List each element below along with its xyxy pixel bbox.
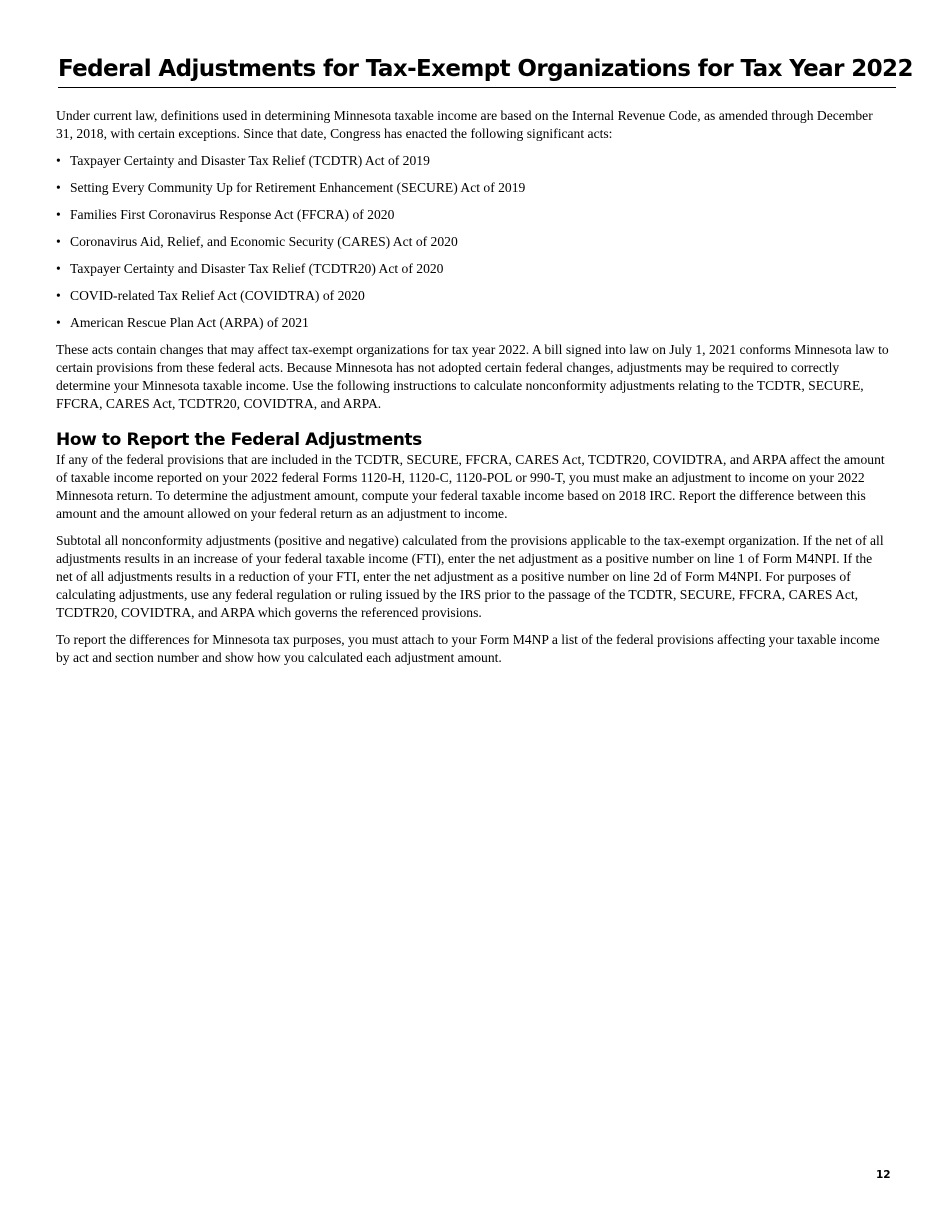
section-paragraph-report: If any of the federal provisions that are included in the TCDTR, SECURE, FFCRA, CARES Act, TCDTR20, COVIDTRA, and ARPA affect the amount of taxable income reported on your 2022 federal Forms 1120-H, 1120-C, 1120-POL or 990-T, you must make an adjustment to income on your 2022 Minnesota return. To determine the adjustment amount, compute your federal taxable income based on 2018 IRC. Report the difference between this amount and the amount allowed on your federal return as an adjustment to income. xyxy=(56,452,885,521)
act-item-label: American Rescue Plan Act (ARPA) of 2021 xyxy=(70,315,309,330)
section-paragraph-subtotal: Subtotal all nonconformity adjustments (positive and negative) calculated from the provisions applicable to the tax-exempt organization. If the net of all adjustments results in an increase of your federal taxable income (FTI), enter the net adjustment as a positive number on line 1 of Form M4NPI. If the net of all adjustments results in a reduction of your FTI, enter the net adjustment as a positive number on line 2d of Form M4NPI. For purposes of calculating adjustments, use any federal regulation or ruling issued by the IRS prior to the passage of the TCDTR, SECURE, FFCRA, CARES Act, TCDTR20, COVIDTRA, and ARPA which governs the referenced provisions. xyxy=(56,533,884,620)
act-item-label: Setting Every Community Up for Retirement Enhancement (SECURE) Act of 2019 xyxy=(70,180,526,195)
bullet-icon: • xyxy=(56,153,61,168)
act-item-label: Taxpayer Certainty and Disaster Tax Relief (TCDTR) Act of 2019 xyxy=(70,153,430,168)
bullet-icon: • xyxy=(56,180,61,195)
bullet-icon: • xyxy=(56,288,61,303)
list-item xyxy=(56,179,892,197)
list-item xyxy=(56,287,892,305)
bullet-icon: • xyxy=(56,261,61,276)
section-heading: How to Report the Federal Adjustments xyxy=(56,430,422,450)
section-paragraph-attach: To report the differences for Minnesota tax purposes, you must attach to your Form M4NP a list of the federal provisions affecting your taxable income by act and section number and show how you calculated each adjustment amount. xyxy=(56,632,880,665)
act-item-label: Families First Coronavirus Response Act (FFCRA) of 2020 xyxy=(70,207,395,222)
bullet-icon: • xyxy=(56,315,61,330)
list-item xyxy=(56,314,892,332)
list-item xyxy=(56,206,892,224)
list-item xyxy=(56,233,892,251)
intro-paragraph: Under current law, definitions used in determining Minnesota taxable income are based on the Internal Revenue Code, as amended through December 31, 2018, with certain exceptions. Since that date, Congress has enacted the following significant acts: xyxy=(56,108,873,141)
page-number: 12 xyxy=(876,1169,891,1181)
acts-list xyxy=(56,152,892,332)
list-item xyxy=(56,152,892,170)
acts-summary-paragraph: These acts contain changes that may affect tax-exempt organizations for tax year 2022. A bill signed into law on July 1, 2021 conforms Minnesota law to certain provisions from these federal acts. Because Minnesota has not adopted certain federal changes, adjustments may be required to correctly determine your Minnesota taxable income. Use the following instructions to calculate nonconformity adjustments relating to the TCDTR, SECURE, FFCRA, CARES Act, TCDTR20, COVIDTRA, and ARPA. xyxy=(56,342,889,411)
act-item-label: COVID-related Tax Relief Act (COVIDTRA) of 2020 xyxy=(70,288,365,303)
bullet-icon: • xyxy=(56,207,61,222)
bullet-icon: • xyxy=(56,234,61,249)
list-item xyxy=(56,260,892,278)
act-item-label: Taxpayer Certainty and Disaster Tax Relief (TCDTR20) Act of 2020 xyxy=(70,261,444,276)
document-body xyxy=(56,107,892,676)
act-item-label: Coronavirus Aid, Relief, and Economic Security (CARES) Act of 2020 xyxy=(70,234,458,249)
page-title: Federal Adjustments for Tax-Exempt Organizations for Tax Year 2022 xyxy=(58,52,896,88)
